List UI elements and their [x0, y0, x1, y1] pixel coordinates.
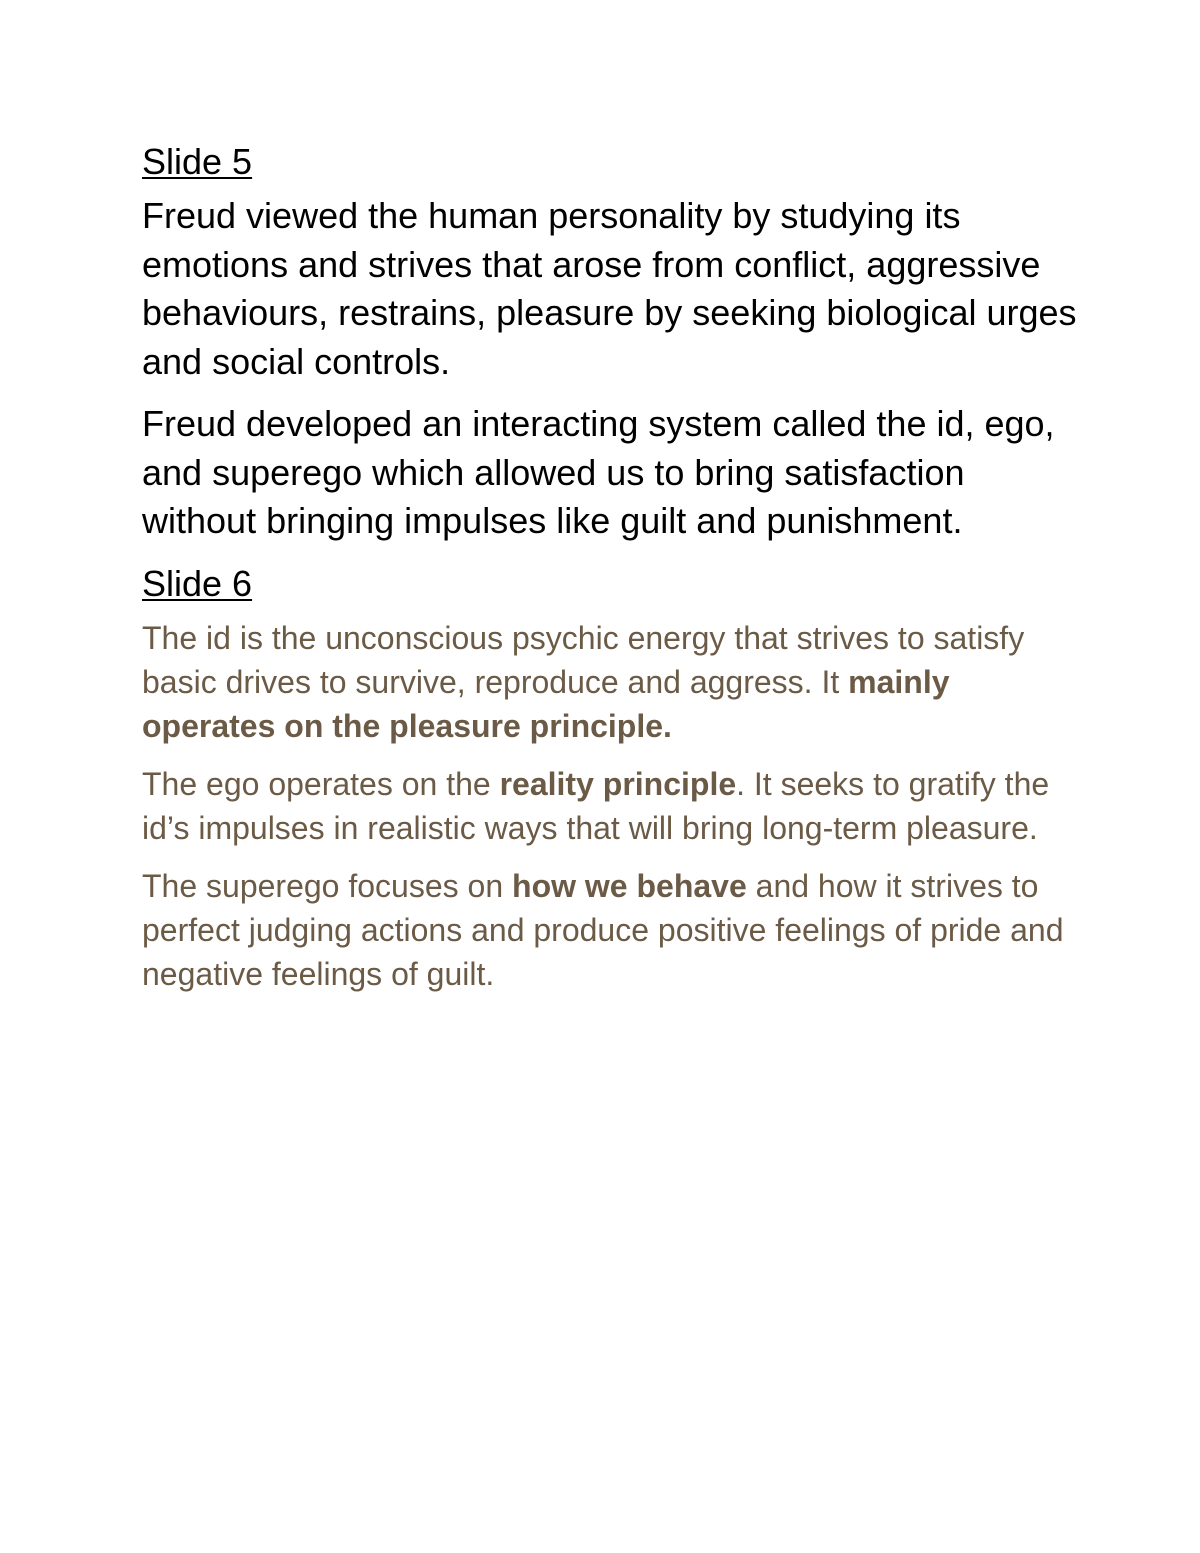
slide-5-paragraph-2: Freud developed an interacting system called the id, ego, and superego which allowed us to bring satisfaction without bringing impulses like guilt and punishment. — [142, 403, 1055, 541]
ego-bold-text: reality principle — [499, 765, 737, 802]
slide-5-heading: Slide 5 — [142, 141, 253, 182]
id-bold-text: mainly operates on the pleasure principle. — [142, 663, 950, 744]
slide-6-paragraph-superego — [142, 864, 1082, 996]
superego-bold-text: how we behave — [512, 867, 747, 904]
slide-6-paragraph-ego — [142, 762, 1082, 850]
document-page — [142, 138, 1082, 996]
superego-text-after: and how it strives to perfect judging actions and produce positive feelings of pride and negative feelings of guilt. — [142, 867, 1064, 992]
slide-6-paragraph-id — [142, 616, 1082, 748]
ego-text-before: The ego operates on the — [142, 765, 500, 802]
slide-6-heading: Slide 6 — [142, 562, 253, 604]
id-text: The id is the unconscious psychic energy that strives to satisfy basic drives to survive, reproduce and aggress. It — [142, 619, 1025, 700]
superego-text-before: The superego focuses on — [142, 867, 513, 904]
slide-5-paragraph-1: Freud viewed the human personality by studying its emotions and strives that arose from conflict, aggressive behaviours, restrains, pleasure by seeking biological urges and social controls. — [142, 195, 1077, 382]
ego-text-after: . It seeks to gratify the id’s impulses in realistic ways that will bring long-term pleasure. — [142, 765, 1050, 846]
